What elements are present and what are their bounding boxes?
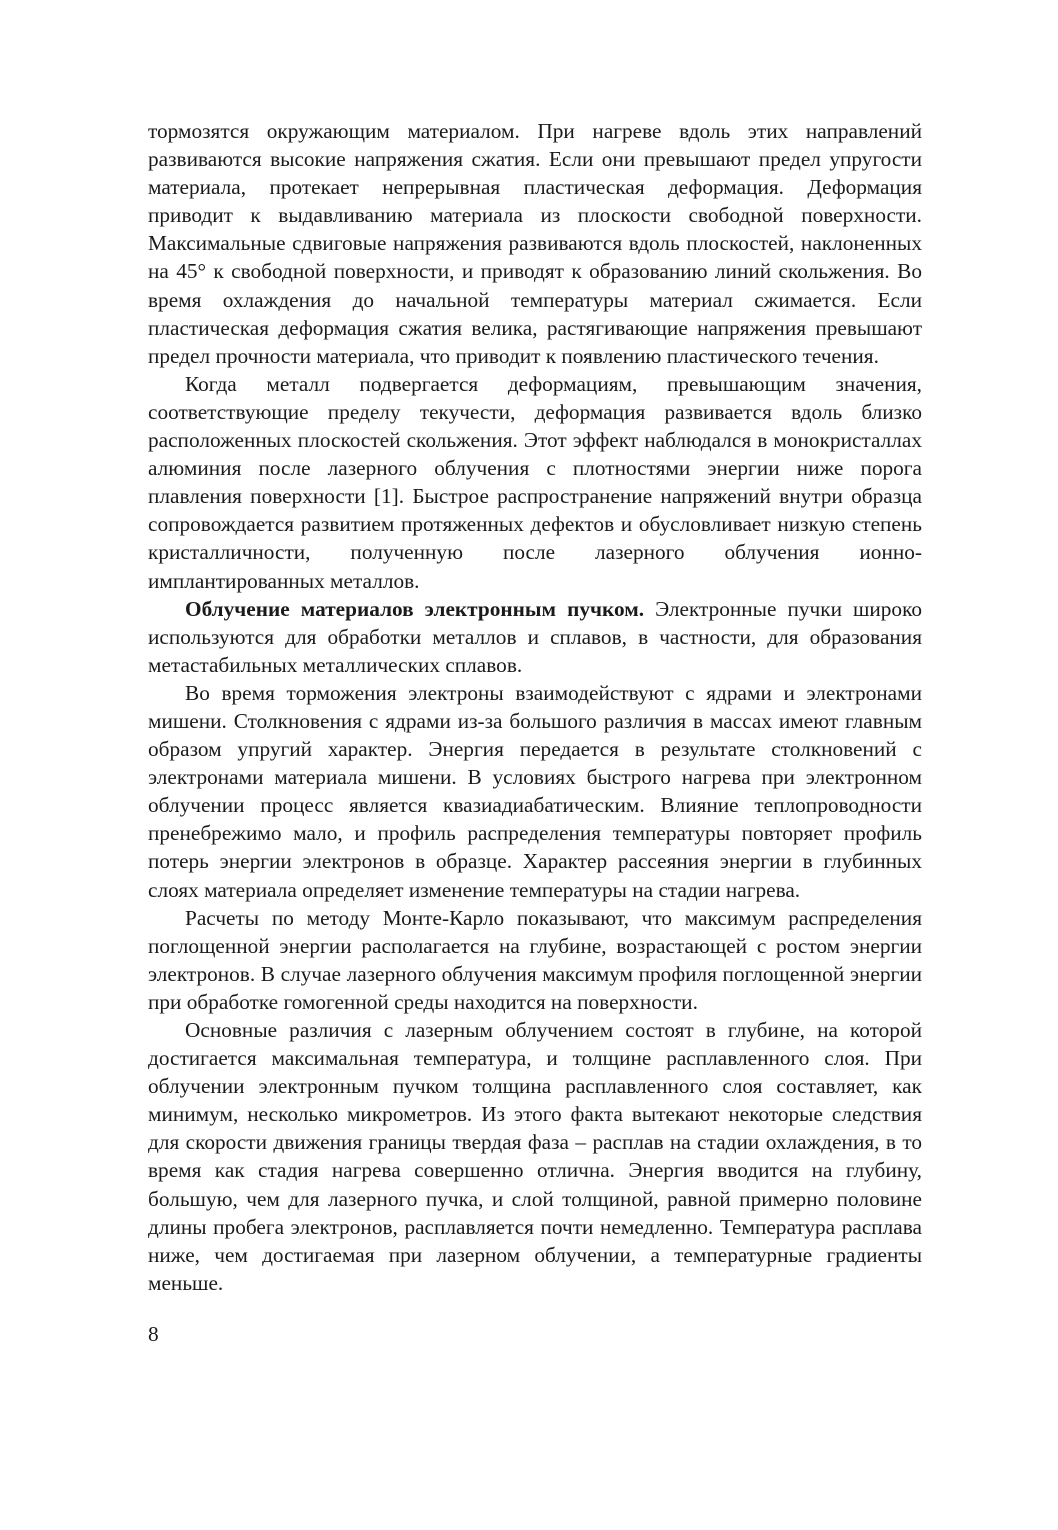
page-body <box>148 117 922 1297</box>
paragraph-2 <box>148 370 922 595</box>
page-number: 8 <box>148 1322 159 1346</box>
section-heading-electron-beam: Облучение материалов электронным пучком. <box>185 596 645 621</box>
paragraph-6 <box>148 1016 922 1297</box>
paragraph-2-text: Когда металл подвергается деформациям, превышающим значения, соответствующие пределу текучести, деформация развивается вдоль близко расположенных плоскостей скольжения. Этот эффект наблюдался в монокристаллах алюминия после лазерного облучения с плотностями энергии ниже порога плавления поверхности [1]. Быстрое распространение напряжений внутри образца сопровождается развитием протяженных дефектов и обусловливает низкую степень кристалличности, полученную после лазерного облучения ионно-имплантированных металлов. <box>148 371 922 593</box>
paragraph-4 <box>148 679 922 904</box>
paragraph-1-text: тормозятся окружающим материалом. При нагреве вдоль этих направлений развиваются высокие напряжения сжатия. Если они превышают предел упругости материала, протекает непрерывная пластическая деформация. Деформация приводит к выдавливанию материала из плоскости свободной поверхности. Максимальные сдвиговые напряжения развиваются вдоль плоскостей, наклоненных на 45° к свободной поверхности, и приводят к образованию линий скольжения. Во время охлаждения до начальной температуры материал сжимается. Если пластическая деформация сжатия велика, растягивающие напряжения превышают предел прочности материала, что приводит к появлению пластического течения. <box>148 119 922 368</box>
paragraph-5 <box>148 904 922 1016</box>
paragraph-1 <box>148 117 922 370</box>
paragraph-3 <box>148 595 922 679</box>
paragraph-3-text: Электронные пучки широко используются для обработки металлов и сплавов, в частности, для образования метастабильных металлических сплавов. <box>148 596 922 677</box>
paragraph-4-text: Во время торможения электроны взаимодействуют с ядрами и электронами мишени. Столкновения с ядрами из-за большого различия в массах имеют главным образом упругий характер. Энергия передается в результате столкновений с электронами материала мишени. В условиях быстрого нагрева при электронном облучении процесс является квазиадиабатическим. Влияние теплопроводности пренебрежимо мало, и профиль распределения температуры повторяет профиль потерь энергии электронов в образце. Характер рассеяния энергии в глубинных слоях материала определяет изменение температуры на стадии нагрева. <box>148 680 922 902</box>
paragraph-5-text: Расчеты по методу Монте-Карло показывают, что максимум распределения поглощенной энергии располагается на глубине, возрастающей с ростом энергии электронов. В случае лазерного облучения максимум профиля поглощенной энергии при обработке гомогенной среды находится на поверхности. <box>148 905 922 1014</box>
paragraph-6-text: Основные различия с лазерным облучением состоят в глубине, на которой достигается максимальная температура, и толщине расплавленного слоя. При облучении электронным пучком толщина расплавленного слоя составляет, как минимум, несколько микрометров. Из этого факта вытекают некоторые следствия для скорости движения границы твердая фаза – расплав на стадии охлаждения, в то время как стадия нагрева совершенно отлична. Энергия вводится на глубину, большую, чем для лазерного пучка, и слой толщиной, равной примерно половине длины пробега электронов, расплавляется почти немедленно. Температура расплава ниже, чем достигаемая при лазерном облучении, а температурные градиенты меньше. <box>148 1018 922 1295</box>
